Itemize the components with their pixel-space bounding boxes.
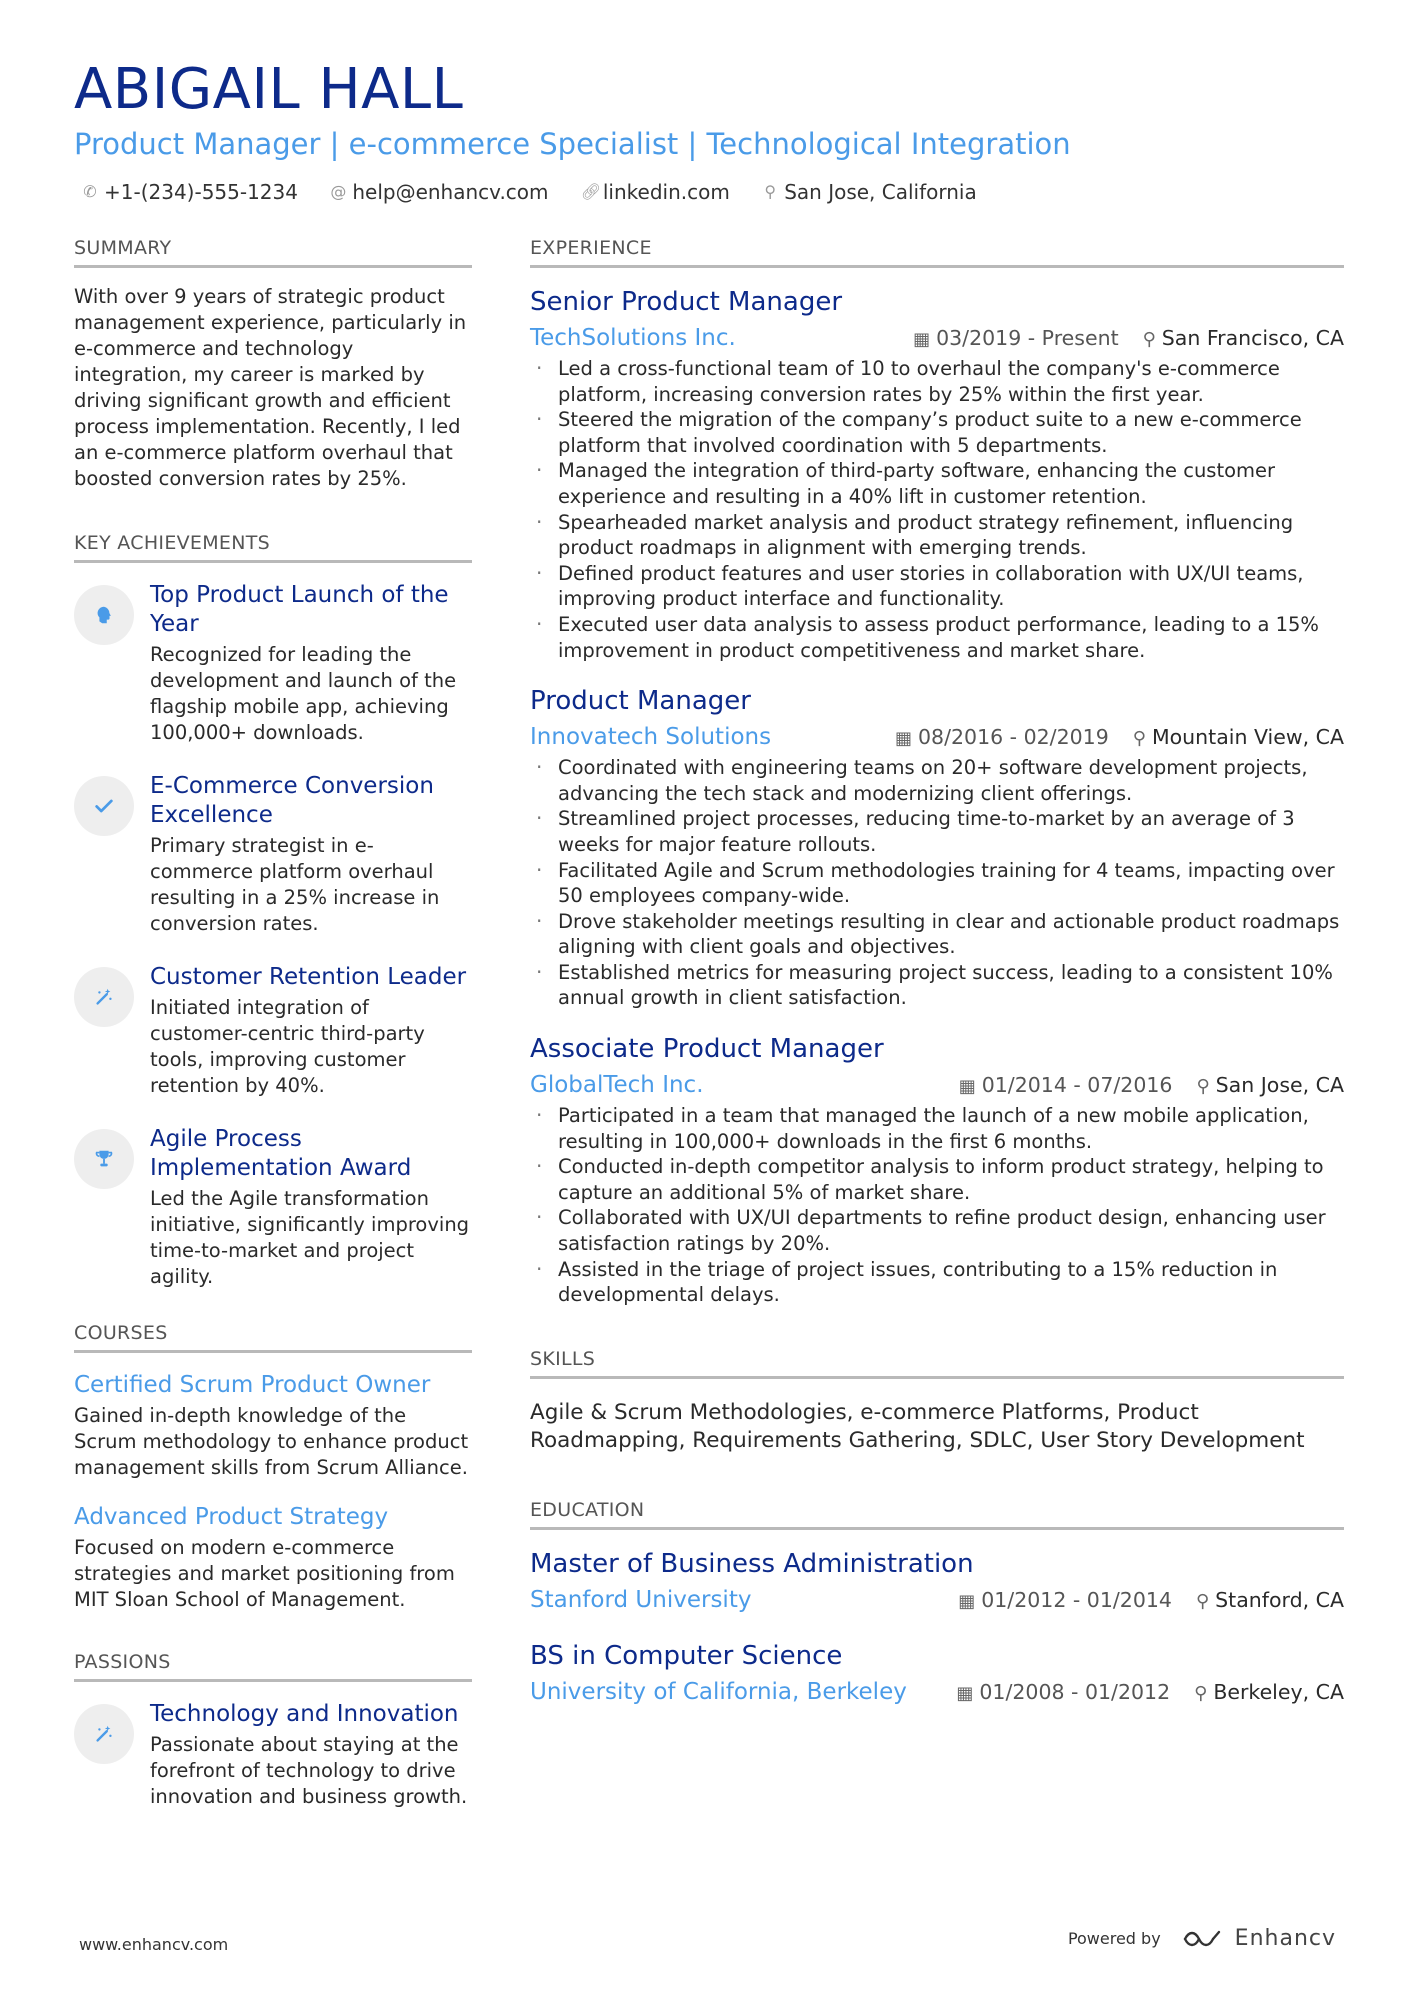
- company-name: GlobalTech Inc.: [530, 1072, 704, 1099]
- location-pin-icon: ⚲: [1194, 1682, 1208, 1704]
- education-date-location: [956, 1676, 1344, 1710]
- job-entry: [530, 286, 1344, 663]
- job-bullet: · Assisted in the triage of project issues, contributing to a 15% reduction in developmental delays.: [530, 1257, 1344, 1308]
- skills-section: [530, 1348, 1344, 1455]
- section-title: COURSES: [74, 1322, 472, 1353]
- contact-location: [762, 180, 977, 204]
- job-bullet: · Coordinated with engineering teams on 20+ software development projects, advancing the tech stack and modernizing client offerings.: [530, 755, 1344, 806]
- education-section: [530, 1499, 1344, 1708]
- checkmark-icon: [74, 776, 134, 836]
- contact-text: help@enhancv.com: [352, 179, 549, 204]
- job-meta: [530, 1069, 1344, 1101]
- phone-icon: ✆: [83, 182, 97, 201]
- course-title: Certified Scrum Product Owner: [74, 1372, 431, 1398]
- courses-section: [74, 1322, 472, 1613]
- left-column: [74, 237, 472, 1836]
- section-title: EDUCATION: [530, 1499, 1344, 1530]
- job-location: San Francisco, CA: [1161, 326, 1344, 350]
- passion-title: Technology and Innovation: [150, 1701, 459, 1727]
- school-name: University of California, Berkeley: [530, 1678, 907, 1705]
- achievement-desc: Led the Agile transformation initiative, significantly improving time-to-market and project agility.: [150, 1187, 470, 1288]
- job-bullet: · Conducted in-depth competitor analysis to inform product strategy, helping to capture an additional 5% of market share.: [530, 1154, 1344, 1205]
- job-title: Associate Product Manager: [530, 1034, 884, 1065]
- summary-text: With over 9 years of strategic product management experience, particularly in e-commerce and technology integration, my career is marked by driving significant growth and efficient process implementation. Recently, I led an e-commerce platform overhaul that boosted conversion rates by 25%.: [74, 285, 467, 490]
- lightbulb-head-icon: [74, 585, 134, 645]
- achievement-title: E-Commerce Conversion Excellence: [150, 773, 434, 828]
- section-title: PASSIONS: [74, 1651, 472, 1682]
- job-dates: 03/2019 - Present: [936, 326, 1119, 350]
- footer-branding: [1068, 1926, 1336, 1951]
- contact-email[interactable]: [330, 180, 548, 204]
- job-date-location: [895, 721, 1344, 755]
- contact-text: linkedin.com: [602, 179, 730, 204]
- achievement-item: [74, 963, 472, 1099]
- section-title: SKILLS: [530, 1348, 1344, 1379]
- achievement-desc: Initiated integration of customer-centric third-party tools, improving customer retention by 40%.: [150, 996, 425, 1097]
- trophy-icon: [74, 1129, 134, 1189]
- job-bullet: · Drove stakeholder meetings resulting in clear and actionable product roadmaps aligning with client goals and objectives.: [530, 909, 1344, 960]
- enhancv-logo-icon: [1181, 1927, 1225, 1951]
- contact-text: +1-(234)-555-1234: [104, 179, 298, 204]
- at-icon: @: [330, 182, 347, 201]
- achievement-item: [74, 581, 472, 746]
- job-dates: 01/2014 - 07/2016: [981, 1073, 1173, 1098]
- headline: Product Manager | e-commerce Specialist | Technological Integration: [74, 127, 1071, 161]
- education-entry: [530, 1640, 1344, 1708]
- achievements-section: [74, 532, 472, 1290]
- brand-name: Enhancv: [1234, 1926, 1336, 1951]
- passions-section: [74, 1651, 472, 1810]
- job-bullets: [530, 356, 1344, 663]
- job-entry: [530, 685, 1344, 1011]
- achievement-item: [74, 1125, 472, 1290]
- education-dates: 01/2012 - 01/2014: [981, 1587, 1172, 1612]
- job-location: San Jose, CA: [1215, 1073, 1344, 1098]
- section-title: SUMMARY: [74, 237, 472, 268]
- location-pin-icon: ⚲: [1195, 1590, 1210, 1612]
- job-meta: [530, 721, 1344, 753]
- course-desc: Focused on modern e-commerce strategies and market positioning from MIT Sloan School of Management.: [74, 1536, 455, 1611]
- calendar-icon: ▦: [958, 1590, 976, 1612]
- education-location: Berkeley, CA: [1213, 1679, 1344, 1704]
- job-bullet: · Participated in a team that managed the launch of a new mobile application, resulting in 100,000+ downloads in the first 6 months.: [530, 1103, 1344, 1154]
- degree-title: Master of Business Administration: [530, 1548, 974, 1579]
- job-bullet: · Steered the migration of the company’s product suite to a new e-commerce platform that involved coordination with 5 departments.: [530, 407, 1344, 458]
- calendar-icon: ▦: [958, 1076, 976, 1098]
- wand-icon: [74, 1704, 134, 1764]
- summary-section: [74, 237, 472, 492]
- contact-text: San Jose, California: [784, 179, 977, 204]
- job-date-location: [959, 1069, 1344, 1103]
- section-title: KEY ACHIEVEMENTS: [74, 532, 472, 563]
- location-pin-icon: ⚲: [1132, 728, 1146, 750]
- education-meta: [530, 1676, 1344, 1708]
- job-bullet: · Streamlined project processes, reducing time-to-market by an average of 3 weeks for major feature rollouts.: [530, 806, 1344, 857]
- education-meta: [530, 1584, 1344, 1616]
- job-bullet: · Spearheaded market analysis and product strategy refinement, influencing product roadmaps in alignment with emerging trends.: [530, 510, 1344, 561]
- job-entry: [530, 1033, 1344, 1308]
- job-location: Mountain View, CA: [1151, 725, 1344, 750]
- achievement-desc: Recognized for leading the development and launch of the flagship mobile app, achieving 100,000+ downloads.: [150, 643, 457, 744]
- passion-desc: Passionate about staying at the forefront of technology to drive innovation and business growth.: [150, 1733, 468, 1808]
- candidate-name: ABIGAIL HALL: [74, 57, 464, 122]
- calendar-icon: ▦: [913, 329, 931, 350]
- job-title: Senior Product Manager: [530, 287, 843, 317]
- job-date-location: [913, 322, 1344, 356]
- course-desc: Gained in-depth knowledge of the Scrum methodology to enhance product management skills from Scrum Alliance.: [74, 1404, 469, 1479]
- calendar-icon: ▦: [894, 728, 912, 750]
- job-bullet: · Defined product features and user stories in collaboration with UX/UI teams, improving product interface and functionality.: [530, 561, 1344, 612]
- contact-linkedin[interactable]: [581, 180, 730, 204]
- experience-section: [530, 237, 1344, 1308]
- job-bullets: [530, 755, 1344, 1011]
- achievement-title: Agile Process Implementation Award: [150, 1126, 412, 1181]
- course-item: [74, 1371, 472, 1481]
- wand-icon: [74, 967, 134, 1027]
- job-bullet: · Managed the integration of third-party software, enhancing the customer experience and resulting in a 40% lift in customer retention.: [530, 458, 1344, 509]
- powered-by-label: Powered by: [1067, 1929, 1161, 1948]
- job-bullet: · Established metrics for measuring project success, leading to a consistent 10% annual growth in client satisfaction.: [530, 960, 1344, 1011]
- job-bullet: · Collaborated with UX/UI departments to refine product design, enhancing user satisfaction ratings by 20%.: [530, 1205, 1344, 1256]
- location-pin-icon: ⚲: [1196, 1076, 1210, 1098]
- achievement-desc: Primary strategist in e-commerce platform overhaul resulting in a 25% increase in conversion rates.: [150, 834, 440, 935]
- right-column: [530, 237, 1344, 1708]
- location-pin-icon: ⚲: [764, 182, 777, 201]
- location-pin-icon: ⚲: [1142, 329, 1156, 350]
- achievement-item: [74, 772, 472, 937]
- achievement-title: Top Product Launch of the Year: [150, 582, 449, 637]
- school-name: Stanford University: [530, 1586, 752, 1613]
- footer-website[interactable]: www.enhancv.com: [79, 1935, 229, 1954]
- education-entry: [530, 1548, 1344, 1616]
- achievement-title: Customer Retention Leader: [150, 964, 467, 990]
- degree-title: BS in Computer Science: [530, 1640, 843, 1671]
- company-name: TechSolutions Inc.: [530, 325, 736, 351]
- job-bullets: [530, 1103, 1344, 1308]
- education-location: Stanford, CA: [1215, 1587, 1344, 1612]
- job-bullet: · Led a cross-functional team of 10 to overhaul the company's e-commerce platform, increasing conversion rates by 25% within the first year.: [530, 356, 1344, 407]
- company-name: Innovatech Solutions: [530, 724, 772, 751]
- job-title: Product Manager: [530, 686, 751, 717]
- education-date-location: [958, 1584, 1344, 1618]
- contact-bar: [82, 178, 1003, 204]
- contact-phone[interactable]: [82, 180, 298, 204]
- job-dates: 08/2016 - 02/2019: [918, 725, 1109, 750]
- job-bullet: · Executed user data analysis to assess product performance, leading to a 15% improvement in product competitiveness and market share.: [530, 612, 1344, 663]
- course-title: Advanced Product Strategy: [74, 1504, 389, 1530]
- passion-item: [74, 1700, 472, 1810]
- job-bullet: · Facilitated Agile and Scrum methodologies training for 4 teams, impacting over 50 employees company-wide.: [530, 858, 1344, 909]
- education-dates: 01/2008 - 01/2012: [979, 1679, 1171, 1704]
- link-icon: 🔗︎: [580, 182, 602, 201]
- skills-text: Agile & Scrum Methodologies, e-commerce Platforms, Product Roadmapping, Requirements Gathering, SDLC, User Story Development: [530, 1399, 1305, 1453]
- section-title: EXPERIENCE: [530, 237, 1344, 268]
- course-item: [74, 1503, 472, 1613]
- job-meta: [530, 322, 1344, 354]
- calendar-icon: ▦: [956, 1682, 974, 1704]
